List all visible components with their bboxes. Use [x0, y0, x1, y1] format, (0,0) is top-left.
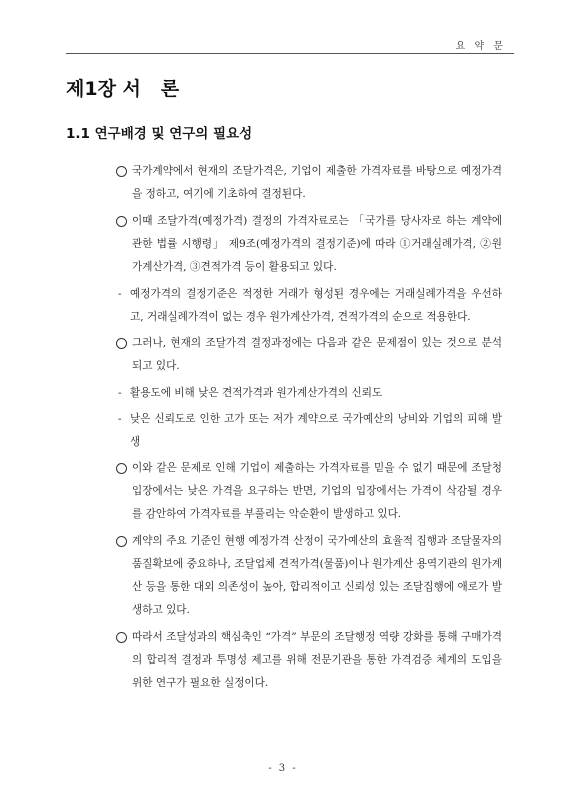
section-title: 1.1 연구배경 및 연구의 필요성 — [66, 126, 253, 142]
dash-marker: - — [118, 413, 122, 425]
paragraph-text: 활용도에 비해 낮은 견적가격과 원가계산가격의 신뢰도 — [130, 387, 383, 399]
paragraph-text: 그러나, 현재의 조달가격 결정과정에는 다음과 같은 문제점이 있는 것으로 분석되고 있다. — [132, 337, 502, 372]
bullet-paragraph — [116, 626, 502, 695]
dash-marker: - — [118, 288, 122, 300]
paragraph-text: 예정가격의 결정기준은 적정한 거래가 형성된 경우에는 거래실례가격을 우선하고, 거래실례가격이 없는 경우 원가계산가격, 견적가격의 순으로 적용한다. — [130, 288, 502, 323]
paragraph-text: 이와 같은 문제로 인해 기업이 제출하는 가격자료를 믿을 수 없기 때문에 조달청 입장에서는 낮은 가격을 요구하는 반면, 기업의 입장에서는 가격이 삭감될 경우를 감안하여 가격자료를 부풀리는 악순환이 발생하고 있다. — [132, 462, 502, 520]
header-rule — [66, 53, 514, 54]
paragraph-text: 낮은 신뢰도로 인한 고가 또는 저가 계약으로 국가예산의 낭비와 기업의 피해 발생 — [130, 413, 502, 448]
bullet-paragraph — [116, 332, 502, 378]
chapter-title: 제1장 서 론 — [66, 78, 180, 100]
paragraph-text: 계약의 주요 기준인 현행 예정가격 산정이 국가예산의 효율적 집행과 조달물자의 품질확보에 중요하나, 조달업체 견적가격(물품)이나 원가계산 용역기관의 원가계산 등을 통한 대외 의존성이 높아, 합리적이고 신뢰성 있는 조달집행에 애로가 발생하고 있다. — [132, 535, 502, 616]
bullet-paragraph — [116, 457, 502, 526]
bullet-paragraph — [116, 210, 502, 279]
body-text — [116, 160, 502, 699]
paragraph-text: 따라서 조달성과의 핵심축인 “가격” 부문의 조달행정 역량 강화를 통해 구매가격의 합리적 결정과 투명성 제고를 위해 전문기관을 통한 가격검증 체계의 도입을 위한 연구가 필요한 실정이다. — [132, 631, 502, 689]
page-number: - 3 - — [268, 763, 298, 774]
running-header: 요 약 문 — [455, 41, 506, 52]
bullet-paragraph — [116, 160, 502, 206]
dash-marker: - — [118, 387, 122, 399]
bullet-paragraph — [116, 530, 502, 622]
paragraph-text: 이때 조달가격(예정가격) 결정의 가격자료로는 「국가를 당사자로 하는 계약에 관한 법률 시행령」 제9조(예정가격의 결정기준)에 따라 ①거래실례가격, ②원가계산가격, ③견적가격 등이 활용되고 있다. — [132, 215, 502, 273]
dash-paragraph — [116, 382, 502, 405]
dash-paragraph — [116, 283, 502, 329]
paragraph-text: 국가계약에서 현재의 조달가격은, 기업이 제출한 가격자료를 바탕으로 예정가격을 정하고, 여기에 기초하여 결정된다. — [132, 165, 502, 200]
dash-paragraph — [116, 408, 502, 454]
